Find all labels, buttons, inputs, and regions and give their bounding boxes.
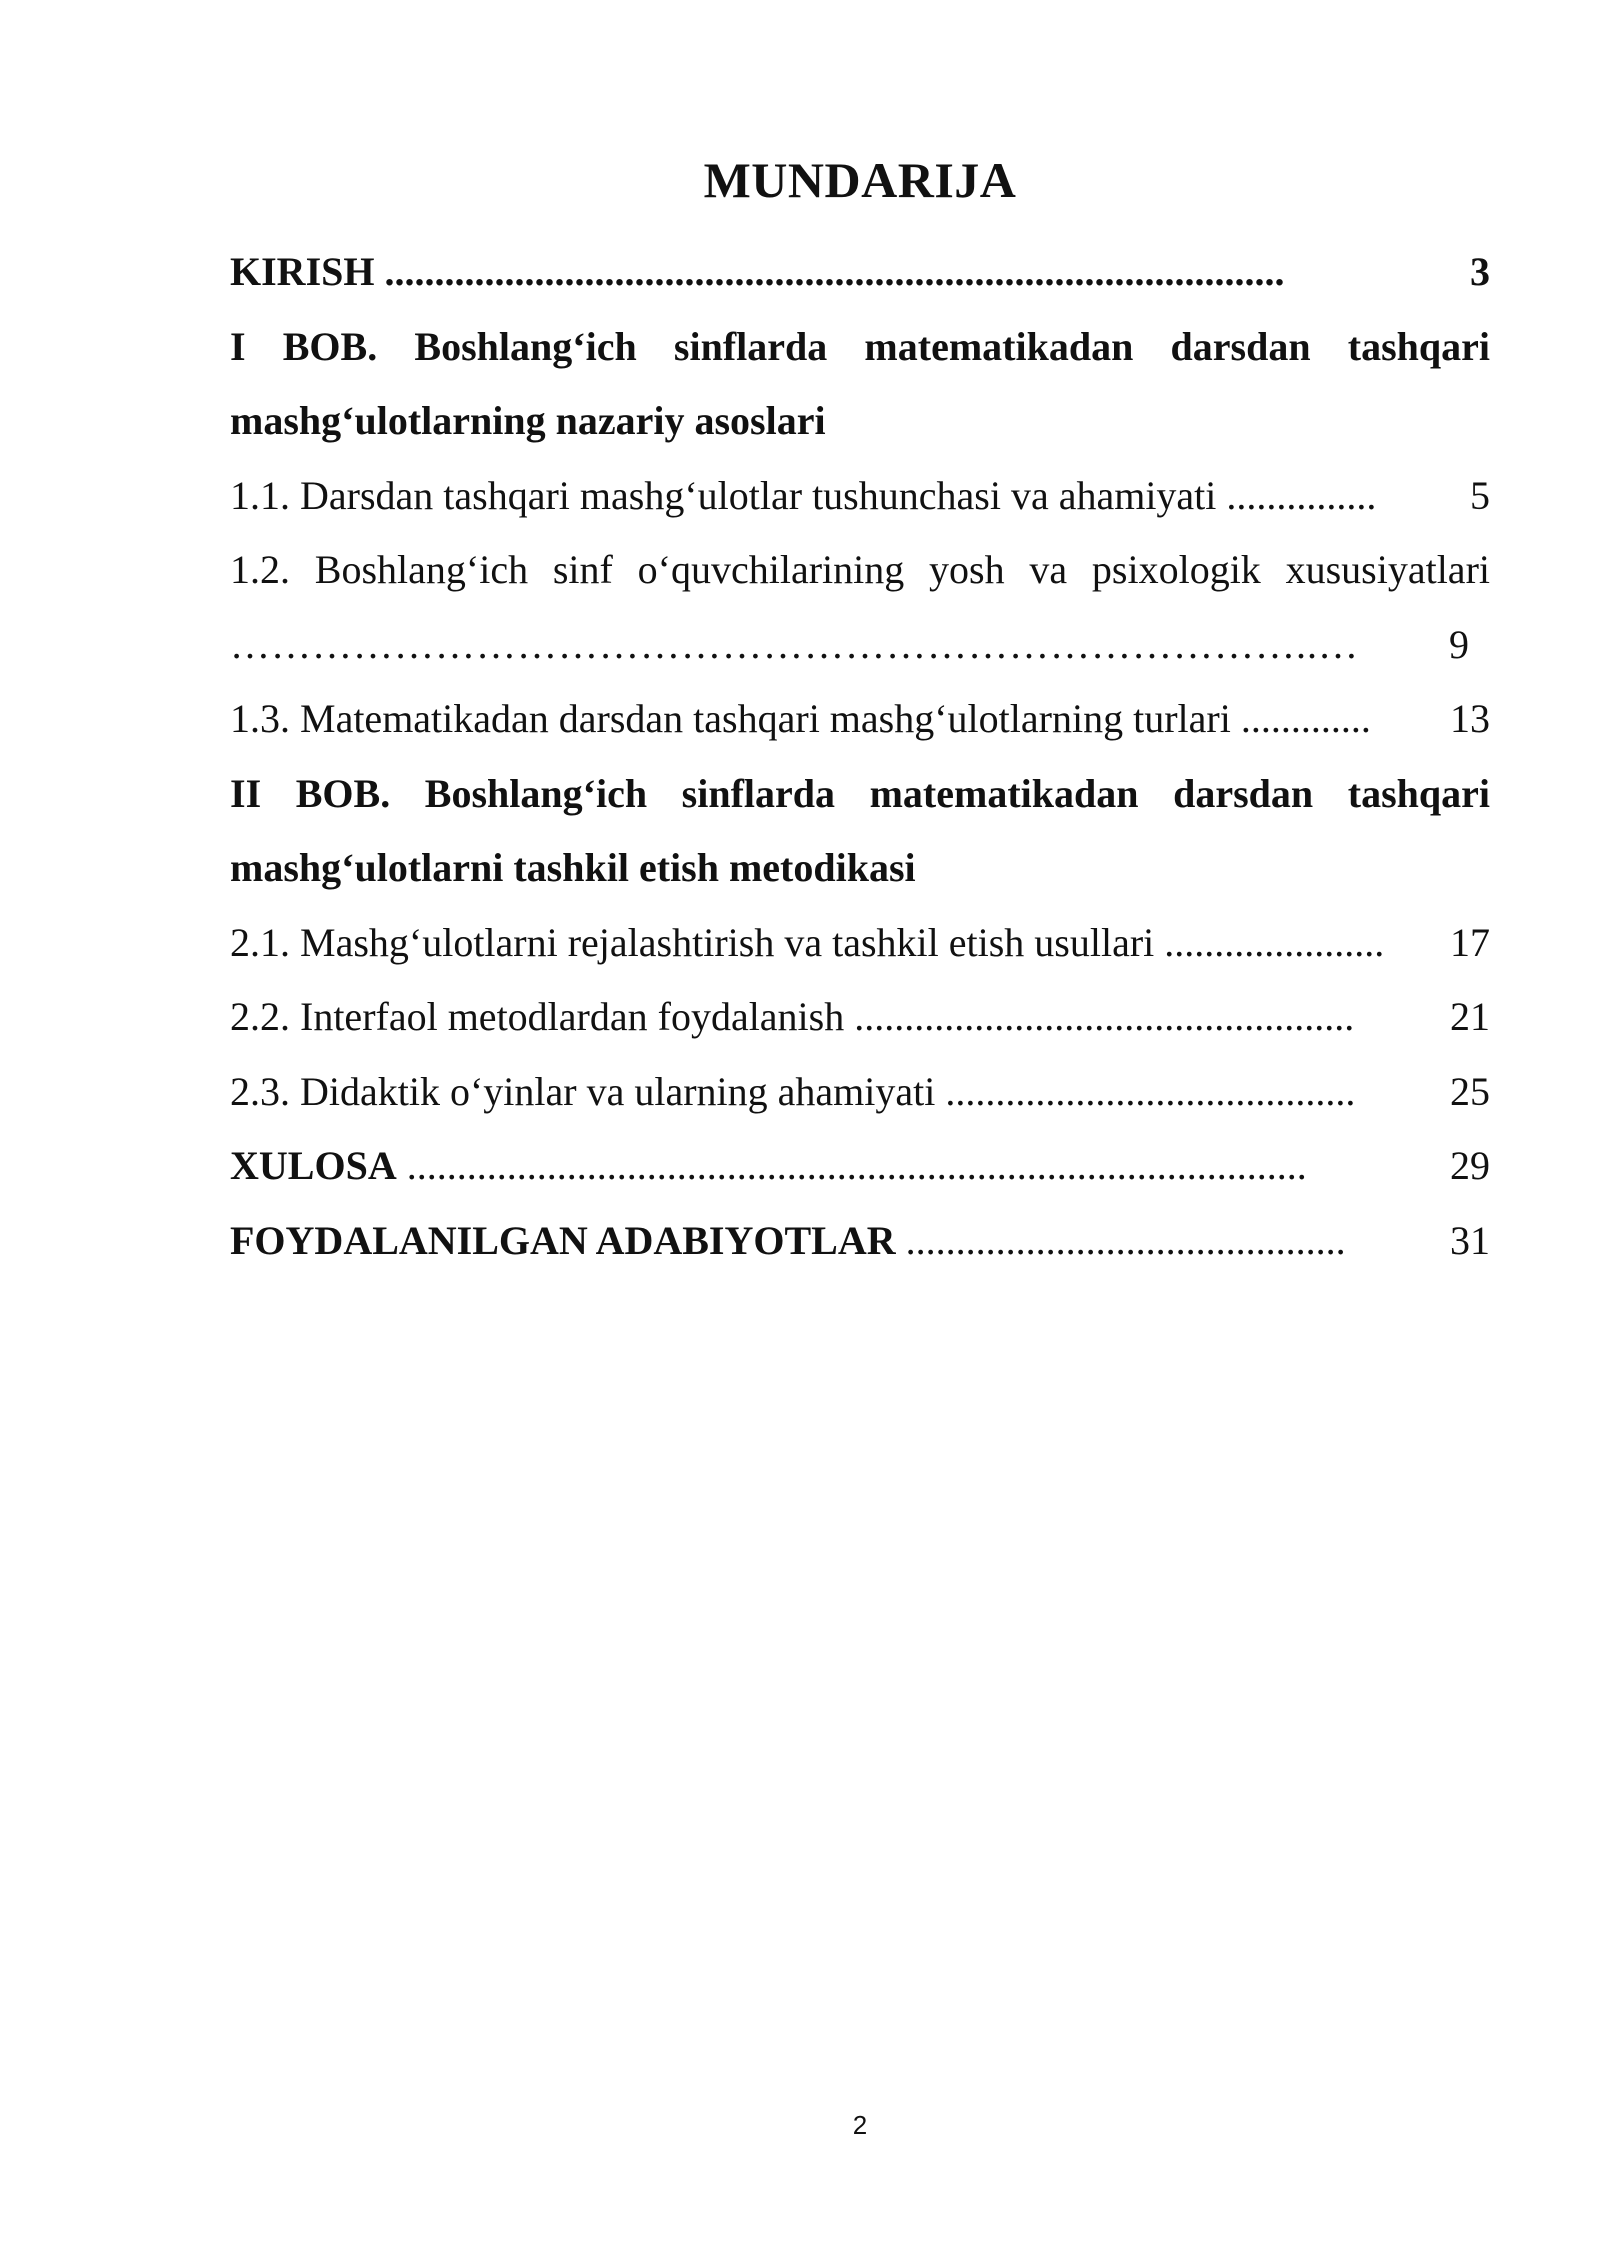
toc-page-number: 5	[1470, 472, 1490, 518]
toc-entry-label: XULOSA	[230, 1143, 397, 1188]
toc-entry-1-2-line-2	[230, 608, 1490, 683]
toc-entry-label: 2.2. Interfaol metodlardan foydalanish	[230, 994, 845, 1039]
dot-leader: ..................................................	[854, 994, 1355, 1039]
toc-entry-1-1	[230, 459, 1490, 534]
toc-chapter-1-line-2	[230, 384, 1490, 459]
toc-entry-label: FOYDALANILGAN ADABIYOTLAR	[230, 1217, 896, 1263]
dot-leader: .........................................	[945, 1068, 1356, 1114]
toc-entry-label: 2.3. Didaktik o‘yinlar va ularning ahamiyati	[230, 1068, 936, 1114]
toc-chapter-2-line-1: II BOB. Boshlang‘ich sinflarda matematikadan darsdan tashqari	[230, 770, 1490, 816]
toc-page-number: 13	[1450, 696, 1490, 741]
dot-leader: ......................	[1164, 919, 1385, 965]
toc-chapter-2-line-2	[230, 831, 1490, 906]
toc-entry-1-2-line-1: 1.2. Boshlang‘ich sinf o‘quvchilarining yosh va psixologik xususiyatlari	[230, 547, 1490, 592]
toc-entry-label: mashg‘ulotlarning nazariy asoslari	[230, 398, 826, 443]
toc-page-number: 9	[1449, 621, 1470, 667]
dot-leader: ……………………………………………………………………..…	[230, 621, 1359, 667]
toc-page-number: 31	[1450, 1217, 1490, 1263]
dot-leader: ............................................	[905, 1217, 1346, 1263]
toc-page-number: 21	[1450, 994, 1490, 1039]
toc-page-number: 3	[1470, 249, 1490, 294]
toc-entry-label: 2.1. Mashg‘ulotlarni rejalashtirish va tashkil etish usullari	[230, 919, 1155, 965]
toc-entry-2-2	[230, 980, 1490, 1055]
dot-leader: ..........................................................................................	[406, 1143, 1307, 1188]
toc-entry-2-1	[230, 906, 1490, 981]
dot-leader: ...............	[1226, 472, 1377, 518]
document-title: MUNDARIJA	[703, 152, 1017, 208]
toc-entry-xulosa	[230, 1129, 1490, 1204]
toc-entry-label: 1.1. Darsdan tashqari mashg‘ulotlar tushunchasi va ahamiyati	[230, 472, 1217, 518]
toc-entry-label: 1.3. Matematikadan darsdan tashqari mashg‘ulotlarning turlari	[230, 696, 1231, 741]
table-of-contents	[230, 235, 1490, 1278]
toc-entry-1-3	[230, 682, 1490, 757]
toc-entry-2-3	[230, 1055, 1490, 1130]
toc-page-number: 17	[1450, 919, 1490, 965]
dot-leader: ..........................................................................................	[384, 249, 1285, 294]
toc-entry-kirish	[230, 235, 1490, 310]
toc-page-number: 29	[1450, 1143, 1490, 1188]
dot-leader: .............	[1240, 696, 1371, 741]
page-number: 2	[852, 2110, 868, 2140]
toc-page-number: 25	[1450, 1068, 1490, 1114]
toc-entry-label: KIRISH	[230, 249, 375, 294]
toc-entry-adabiyotlar	[230, 1204, 1490, 1279]
toc-entry-label: mashg‘ulotlarni tashkil etish metodikasi	[230, 845, 916, 890]
toc-chapter-1-line-1: I BOB. Boshlang‘ich sinflarda matematikadan darsdan tashqari	[230, 323, 1490, 369]
